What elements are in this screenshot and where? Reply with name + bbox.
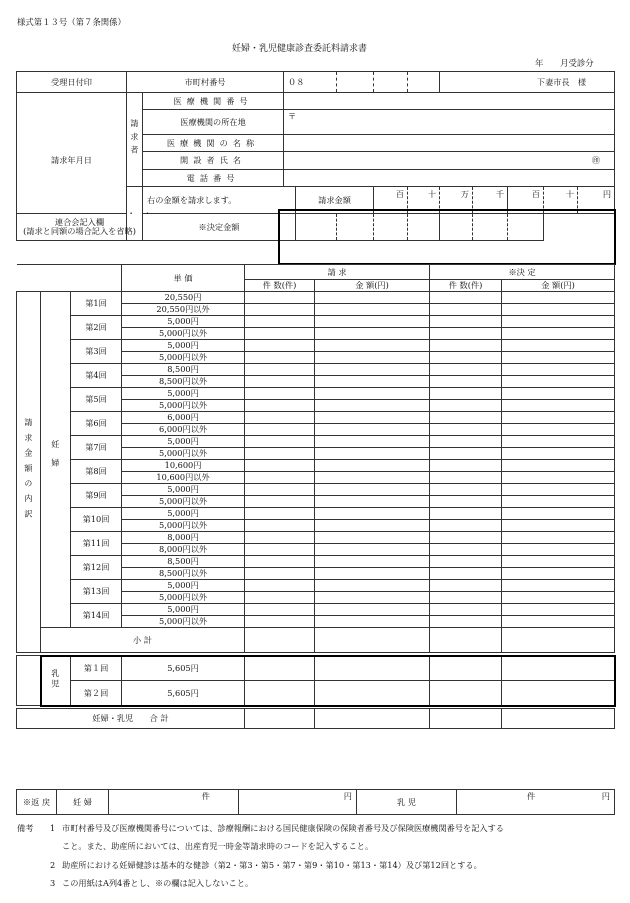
inst-name-field[interactable] — [284, 135, 615, 152]
refund-infant-label: 乳 児 — [357, 790, 457, 815]
claim-date-value[interactable]: ・ ・ — [127, 187, 143, 241]
req-count-cell[interactable] — [245, 616, 315, 628]
req-amount-cell[interactable] — [315, 532, 430, 544]
dec-amount-cell — [502, 352, 615, 364]
req-count-cell[interactable] — [245, 340, 315, 352]
req-amount-cell[interactable] — [315, 424, 430, 436]
req-count-cell[interactable] — [245, 304, 315, 316]
req-amount-cell[interactable] — [315, 352, 430, 364]
dec-amount-cell — [502, 616, 615, 628]
dec-count-cell — [430, 556, 502, 568]
note-1-line-2: こと。また、助産所においては、出産育児一時金等請求時のコードを記入すること。 — [62, 841, 374, 851]
addressee: 下妻市長 様 — [440, 72, 615, 93]
decided-digit-4 — [408, 214, 440, 241]
dec-amount-cell — [502, 544, 615, 556]
digit-en[interactable]: 円 — [578, 187, 615, 214]
digit-juu-man[interactable]: 十 — [408, 187, 440, 214]
req-count-header: 件 数(件) — [245, 280, 315, 292]
unit-price: 5,000円 — [122, 580, 245, 592]
dec-count-cell — [430, 592, 502, 604]
unit-price-other: 5,000円以外 — [122, 352, 245, 364]
visit-label: 第14回 — [71, 604, 122, 628]
dec-amount-cell — [502, 328, 615, 340]
req-count-cell[interactable] — [245, 316, 315, 328]
visit-label: 第7回 — [71, 436, 122, 460]
dec-count-cell — [430, 532, 502, 544]
dec-count-cell — [430, 496, 502, 508]
infant-dec-amount — [502, 681, 615, 706]
infant-req-amount[interactable] — [315, 681, 430, 706]
dec-amount-cell — [502, 364, 615, 376]
req-count-cell[interactable] — [245, 400, 315, 412]
unit-price: 6,000円 — [122, 412, 245, 424]
dec-amount-cell — [502, 316, 615, 328]
digit-hyaku[interactable]: 百 — [508, 187, 544, 214]
req-amount-cell[interactable] — [315, 544, 430, 556]
visit-label: 第12回 — [71, 556, 122, 580]
muni-number-value[interactable]: ０８ — [284, 72, 337, 93]
unit-price-other: 5,000円以外 — [122, 616, 245, 628]
unit-price-other: 5,000円以外 — [122, 448, 245, 460]
req-count-cell[interactable] — [245, 412, 315, 424]
form-number: 様式第１３号（第７条関係） — [17, 17, 126, 27]
claim-date-label-cell — [17, 154, 127, 214]
dec-count-cell — [430, 292, 502, 304]
req-count-cell[interactable] — [245, 556, 315, 568]
dec-count-cell — [430, 436, 502, 448]
note-1-line-1: 市町村番号及び医療機関番号については、診療報酬における国民健康保険の保険者番号及び保険医療機関番号を記入する — [62, 823, 504, 833]
digit-juu[interactable]: 十 — [544, 187, 578, 214]
infant-visit-label: 第１回 — [71, 656, 122, 681]
postal-mark: 〒 — [288, 111, 297, 121]
req-count-cell[interactable] — [245, 496, 315, 508]
digit-sen[interactable]: 千 — [473, 187, 508, 214]
muni-digit-2[interactable] — [374, 72, 408, 93]
dec-count-cell — [430, 412, 502, 424]
founder-field[interactable] — [284, 152, 615, 170]
document-title: 妊婦・乳児健康診査委託料請求書 — [232, 44, 368, 54]
req-count-cell[interactable] — [245, 484, 315, 496]
notes-label: 備考 — [17, 823, 34, 833]
received-month: 年 月受診分 — [535, 58, 594, 68]
visit-label: 第11回 — [71, 532, 122, 556]
req-amount-cell[interactable] — [315, 316, 430, 328]
req-count-cell[interactable] — [245, 568, 315, 580]
req-amount-cell[interactable] — [315, 508, 430, 520]
infant-dec-count — [430, 681, 502, 706]
req-amount-cell[interactable] — [315, 400, 430, 412]
dec-amount-cell — [502, 592, 615, 604]
visit-label: 第13回 — [71, 580, 122, 604]
visit-label: 第4回 — [71, 364, 122, 388]
visit-label: 第3回 — [71, 340, 122, 364]
digit-man[interactable]: 万 — [440, 187, 473, 214]
dec-amount-cell — [502, 568, 615, 580]
req-count-cell[interactable] — [245, 592, 315, 604]
rengo-note: 連合会記入欄 (請求と同額の場合記入を省略) — [17, 214, 143, 241]
dec-amount-cell — [502, 388, 615, 400]
dec-count-cell — [430, 568, 502, 580]
dec-count-cell — [430, 400, 502, 412]
refund-infant-ken: 件 — [527, 791, 536, 801]
dec-count-cell — [430, 376, 502, 388]
total-dec-count — [430, 709, 502, 729]
dec-amount-cell — [502, 340, 615, 352]
req-count-cell[interactable] — [245, 508, 315, 520]
req-amount-cell[interactable] — [315, 328, 430, 340]
dec-count-cell — [430, 460, 502, 472]
req-count-cell[interactable] — [245, 544, 315, 556]
req-count-cell[interactable] — [245, 424, 315, 436]
decided-digit-5 — [440, 214, 473, 241]
infant-dec-amount — [502, 656, 615, 681]
req-amount-cell[interactable] — [315, 460, 430, 472]
dec-amount-cell — [502, 580, 615, 592]
unit-price: 5,000円 — [122, 508, 245, 520]
unit-price: 5,000円 — [122, 388, 245, 400]
req-amount-cell[interactable] — [315, 388, 430, 400]
infant-req-amount[interactable] — [315, 656, 430, 681]
request-text: 右の金額を請求します。 — [143, 187, 296, 214]
req-amount-cell[interactable] — [315, 412, 430, 424]
dec-count-cell — [430, 328, 502, 340]
decided-digit-7 — [508, 214, 544, 241]
dec-count-cell — [430, 472, 502, 484]
dec-count-cell — [430, 520, 502, 532]
subtotal-dec-count — [430, 628, 502, 653]
dec-amount-cell — [502, 472, 615, 484]
unit-price-other: 8,500円以外 — [122, 568, 245, 580]
dec-amount-cell — [502, 304, 615, 316]
dec-count-cell — [430, 424, 502, 436]
unit-price-other: 10,600円以外 — [122, 472, 245, 484]
unit-price: 5,000円 — [122, 436, 245, 448]
phone-label: 電話番号 — [143, 170, 284, 187]
dec-count-cell — [430, 448, 502, 460]
seal-mark: ㊞ — [591, 155, 601, 166]
unit-price-other: 8,000円以外 — [122, 544, 245, 556]
req-amount-cell[interactable] — [315, 568, 430, 580]
dec-count-cell — [430, 304, 502, 316]
note-2-number: 2 — [50, 860, 56, 870]
inst-name-label: 医療機関の名称 — [143, 135, 284, 152]
infant-dec-count — [430, 656, 502, 681]
unit-price: 8,500円 — [122, 556, 245, 568]
dec-amount-cell — [502, 292, 615, 304]
note-1-number: 1 — [50, 823, 56, 833]
dec-count-cell — [430, 340, 502, 352]
req-amount-cell[interactable] — [315, 616, 430, 628]
unit-price: 5,000円 — [122, 484, 245, 496]
dec-amount-cell — [502, 532, 615, 544]
req-count-cell[interactable] — [245, 364, 315, 376]
inst-addr-label: 医療機関の所在地 — [143, 110, 284, 135]
blank-header — [17, 265, 122, 292]
req-amount-cell[interactable] — [315, 364, 430, 376]
dec-amount-cell — [502, 424, 615, 436]
subtotal-label: 小 計 — [41, 628, 245, 653]
unit-price-header: 単 価 — [122, 265, 245, 292]
req-count-cell[interactable] — [245, 460, 315, 472]
req-amount-cell[interactable] — [315, 556, 430, 568]
dec-amount-header: 金 額(円) — [502, 280, 615, 292]
unit-price-other: 6,000円以外 — [122, 424, 245, 436]
decided-digit-6 — [473, 214, 508, 241]
grand-total-label: 妊婦・乳児 合 計 — [17, 709, 245, 729]
req-amount-cell[interactable] — [315, 436, 430, 448]
dec-amount-cell — [502, 484, 615, 496]
req-count-cell[interactable] — [245, 436, 315, 448]
req-count-cell[interactable] — [245, 472, 315, 484]
phone-field[interactable] — [284, 170, 615, 187]
breakdown-table — [16, 264, 615, 729]
inst-no-label: 医療機関番号 — [143, 93, 284, 110]
dec-amount-cell — [502, 376, 615, 388]
dec-count-cell — [430, 364, 502, 376]
refund-infant-cells[interactable] — [457, 790, 615, 815]
visit-label: 第5回 — [71, 388, 122, 412]
dec-amount-cell — [502, 436, 615, 448]
subtotal-req-count[interactable] — [245, 628, 315, 653]
claim-date-label: 請求年月日 — [51, 154, 92, 165]
dec-amount-cell — [502, 496, 615, 508]
infant-req-count[interactable] — [245, 656, 315, 681]
req-amount-cell[interactable] — [315, 292, 430, 304]
digit-hyaku-man[interactable]: 百 — [374, 187, 408, 214]
req-count-cell[interactable] — [245, 292, 315, 304]
dec-amount-cell — [502, 400, 615, 412]
visit-label: 第1回 — [71, 292, 122, 316]
req-amount-cell[interactable] — [315, 604, 430, 616]
visit-label: 第8回 — [71, 460, 122, 484]
req-amount-cell[interactable] — [315, 340, 430, 352]
dec-amount-cell — [502, 460, 615, 472]
req-amount-header: 金 額(円) — [315, 280, 430, 292]
dec-count-cell — [430, 484, 502, 496]
unit-price: 8,000円 — [122, 532, 245, 544]
dec-count-cell — [430, 508, 502, 520]
muni-number-label: 市町村番号 — [127, 72, 284, 93]
req-count-cell[interactable] — [245, 580, 315, 592]
refund-label: ※返 戻 — [17, 790, 57, 815]
claimant-label: 請求者 — [127, 93, 143, 187]
decided-digit-2 — [337, 214, 374, 241]
founder-label: 開設者氏名 — [143, 152, 284, 170]
request-header: 請 求 — [245, 265, 430, 280]
infant-req-count[interactable] — [245, 681, 315, 706]
dec-count-cell — [430, 316, 502, 328]
unit-price: 20,550円 — [122, 292, 245, 304]
unit-price-other: 5,000円以外 — [122, 592, 245, 604]
dec-count-cell — [430, 604, 502, 616]
req-count-cell[interactable] — [245, 448, 315, 460]
req-amount-cell[interactable] — [315, 580, 430, 592]
subtotal-req-amount[interactable] — [315, 628, 430, 653]
inst-addr-field[interactable] — [284, 110, 615, 135]
receipt-stamp-label: 受理日付印 — [17, 72, 127, 93]
refund-pregnant-amount[interactable]: 円 — [239, 790, 357, 815]
decided-digit-1 — [296, 214, 337, 241]
muni-digit-3[interactable] — [408, 72, 440, 93]
dec-amount-cell — [502, 520, 615, 532]
dec-count-cell — [430, 544, 502, 556]
decided-amount-label: ※決定金額 — [143, 214, 296, 241]
req-amount-cell[interactable] — [315, 448, 430, 460]
req-amount-cell[interactable] — [315, 304, 430, 316]
dec-count-cell — [430, 352, 502, 364]
inst-no-field[interactable] — [284, 93, 615, 110]
req-count-cell[interactable] — [245, 388, 315, 400]
refund-pregnant-label: 妊 婦 — [57, 790, 109, 815]
req-count-cell[interactable] — [245, 328, 315, 340]
note-3-number: 3 — [50, 878, 56, 888]
visit-label: 第9回 — [71, 484, 122, 508]
note-2: 助産所における妊婦健診は基本的な健診（第2・第3・第5・第7・第9・第10・第13・第14）及び第12回とする。 — [62, 860, 482, 870]
claim-amount-label: 請求金額 — [296, 187, 374, 214]
dec-amount-cell — [502, 604, 615, 616]
req-amount-cell[interactable] — [315, 484, 430, 496]
unit-price-other: 5,000円以外 — [122, 496, 245, 508]
dec-amount-cell — [502, 556, 615, 568]
unit-price-other: 8,500円以外 — [122, 376, 245, 388]
unit-price-other: 5,000円以外 — [122, 400, 245, 412]
refund-table — [16, 789, 615, 815]
breakdown-label-continued — [17, 656, 41, 706]
req-count-cell[interactable] — [245, 520, 315, 532]
decided-digit-3 — [374, 214, 408, 241]
subtotal-dec-amount — [502, 628, 615, 653]
total-req-count[interactable] — [245, 709, 315, 729]
visit-label: 第10回 — [71, 508, 122, 532]
unit-price: 5,000円 — [122, 340, 245, 352]
note-3: この用紙はA列4番とし、※の欄は記入しないこと。 — [62, 878, 254, 888]
muni-digit-1[interactable] — [337, 72, 374, 93]
req-count-cell[interactable] — [245, 352, 315, 364]
unit-price-other: 5,000円以外 — [122, 520, 245, 532]
pregnant-label: 妊婦 — [41, 292, 71, 628]
decision-header: ※決 定 — [430, 265, 615, 280]
total-req-amount[interactable] — [315, 709, 430, 729]
dec-count-cell — [430, 388, 502, 400]
infant-unit-price: 5,605円 — [122, 656, 245, 681]
req-count-cell[interactable] — [245, 604, 315, 616]
unit-price: 5,000円 — [122, 604, 245, 616]
breakdown-label: 請求金額の内訳 — [17, 292, 41, 653]
dec-amount-cell — [502, 412, 615, 424]
req-amount-cell[interactable] — [315, 472, 430, 484]
infant-unit-price: 5,605円 — [122, 681, 245, 706]
total-dec-amount — [502, 709, 615, 729]
refund-pregnant-count[interactable]: 件 — [109, 790, 239, 815]
dec-count-cell — [430, 616, 502, 628]
unit-price-other: 20,550円以外 — [122, 304, 245, 316]
req-amount-cell[interactable] — [315, 520, 430, 532]
visit-label: 第6回 — [71, 412, 122, 436]
dec-count-header: 件 数(件) — [430, 280, 502, 292]
req-count-cell[interactable] — [245, 376, 315, 388]
visit-label: 第2回 — [71, 316, 122, 340]
unit-price-other: 5,000円以外 — [122, 328, 245, 340]
unit-price: 8,500円 — [122, 364, 245, 376]
infant-visit-label: 第２回 — [71, 681, 122, 706]
dec-amount-cell — [502, 508, 615, 520]
unit-price: 10,600円 — [122, 460, 245, 472]
req-count-cell[interactable] — [245, 532, 315, 544]
req-amount-cell[interactable] — [315, 376, 430, 388]
req-amount-cell[interactable] — [315, 592, 430, 604]
top-section-table — [16, 71, 615, 241]
infant-label: 乳児 — [41, 656, 71, 706]
dec-amount-cell — [502, 448, 615, 460]
unit-price: 5,000円 — [122, 316, 245, 328]
dec-count-cell — [430, 580, 502, 592]
refund-infant-en: 円 — [601, 791, 610, 801]
req-amount-cell[interactable] — [315, 496, 430, 508]
